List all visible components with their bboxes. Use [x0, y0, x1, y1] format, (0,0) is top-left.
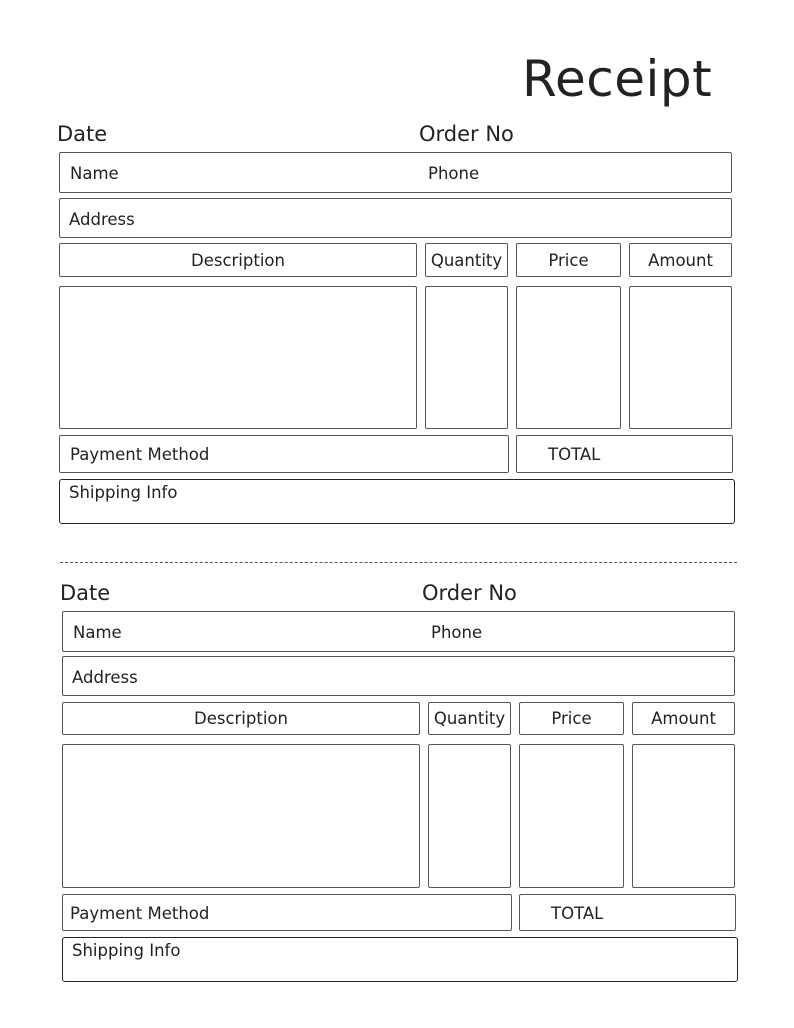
- quantity-cell[interactable]: [428, 744, 511, 888]
- date-label: Date: [60, 581, 111, 605]
- quantity-header: Quantity: [425, 243, 508, 277]
- description-cell[interactable]: [62, 744, 420, 888]
- payment-method-label: Payment Method: [70, 904, 210, 923]
- description-header: Description: [62, 702, 420, 735]
- quantity-header: Quantity: [428, 702, 511, 735]
- price-header: Price: [516, 243, 621, 277]
- name-phone-field[interactable]: [59, 152, 732, 193]
- price-cell[interactable]: [519, 744, 624, 888]
- description-cell[interactable]: [59, 286, 417, 429]
- name-label: Name: [73, 623, 122, 642]
- receipt-form: [0, 0, 794, 502]
- name-phone-field[interactable]: [62, 611, 735, 652]
- address-label: Address: [72, 668, 138, 687]
- address-field[interactable]: [62, 656, 735, 696]
- payment-method-label: Payment Method: [70, 445, 210, 464]
- address-field[interactable]: [59, 198, 732, 238]
- quantity-cell[interactable]: [425, 286, 508, 429]
- phone-label: Phone: [431, 623, 483, 642]
- amount-cell[interactable]: [632, 744, 735, 888]
- description-header: Description: [59, 243, 417, 277]
- total-label: TOTAL: [551, 904, 604, 923]
- price-header: Price: [519, 702, 624, 735]
- receipt-form: [0, 459, 794, 960]
- shipping-info-label: Shipping Info: [72, 941, 181, 960]
- total-label: TOTAL: [548, 445, 601, 464]
- amount-cell[interactable]: [629, 286, 732, 429]
- shipping-info-label: Shipping Info: [69, 483, 178, 502]
- amount-header: Amount: [629, 243, 732, 277]
- date-label: Date: [57, 122, 108, 146]
- amount-header: Amount: [632, 702, 735, 735]
- phone-label: Phone: [428, 164, 480, 183]
- order-no-label: Order No: [422, 581, 517, 605]
- price-cell[interactable]: [516, 286, 621, 429]
- name-label: Name: [70, 164, 119, 183]
- address-label: Address: [69, 210, 135, 229]
- page-title: Receipt: [522, 50, 713, 108]
- order-no-label: Order No: [419, 122, 514, 146]
